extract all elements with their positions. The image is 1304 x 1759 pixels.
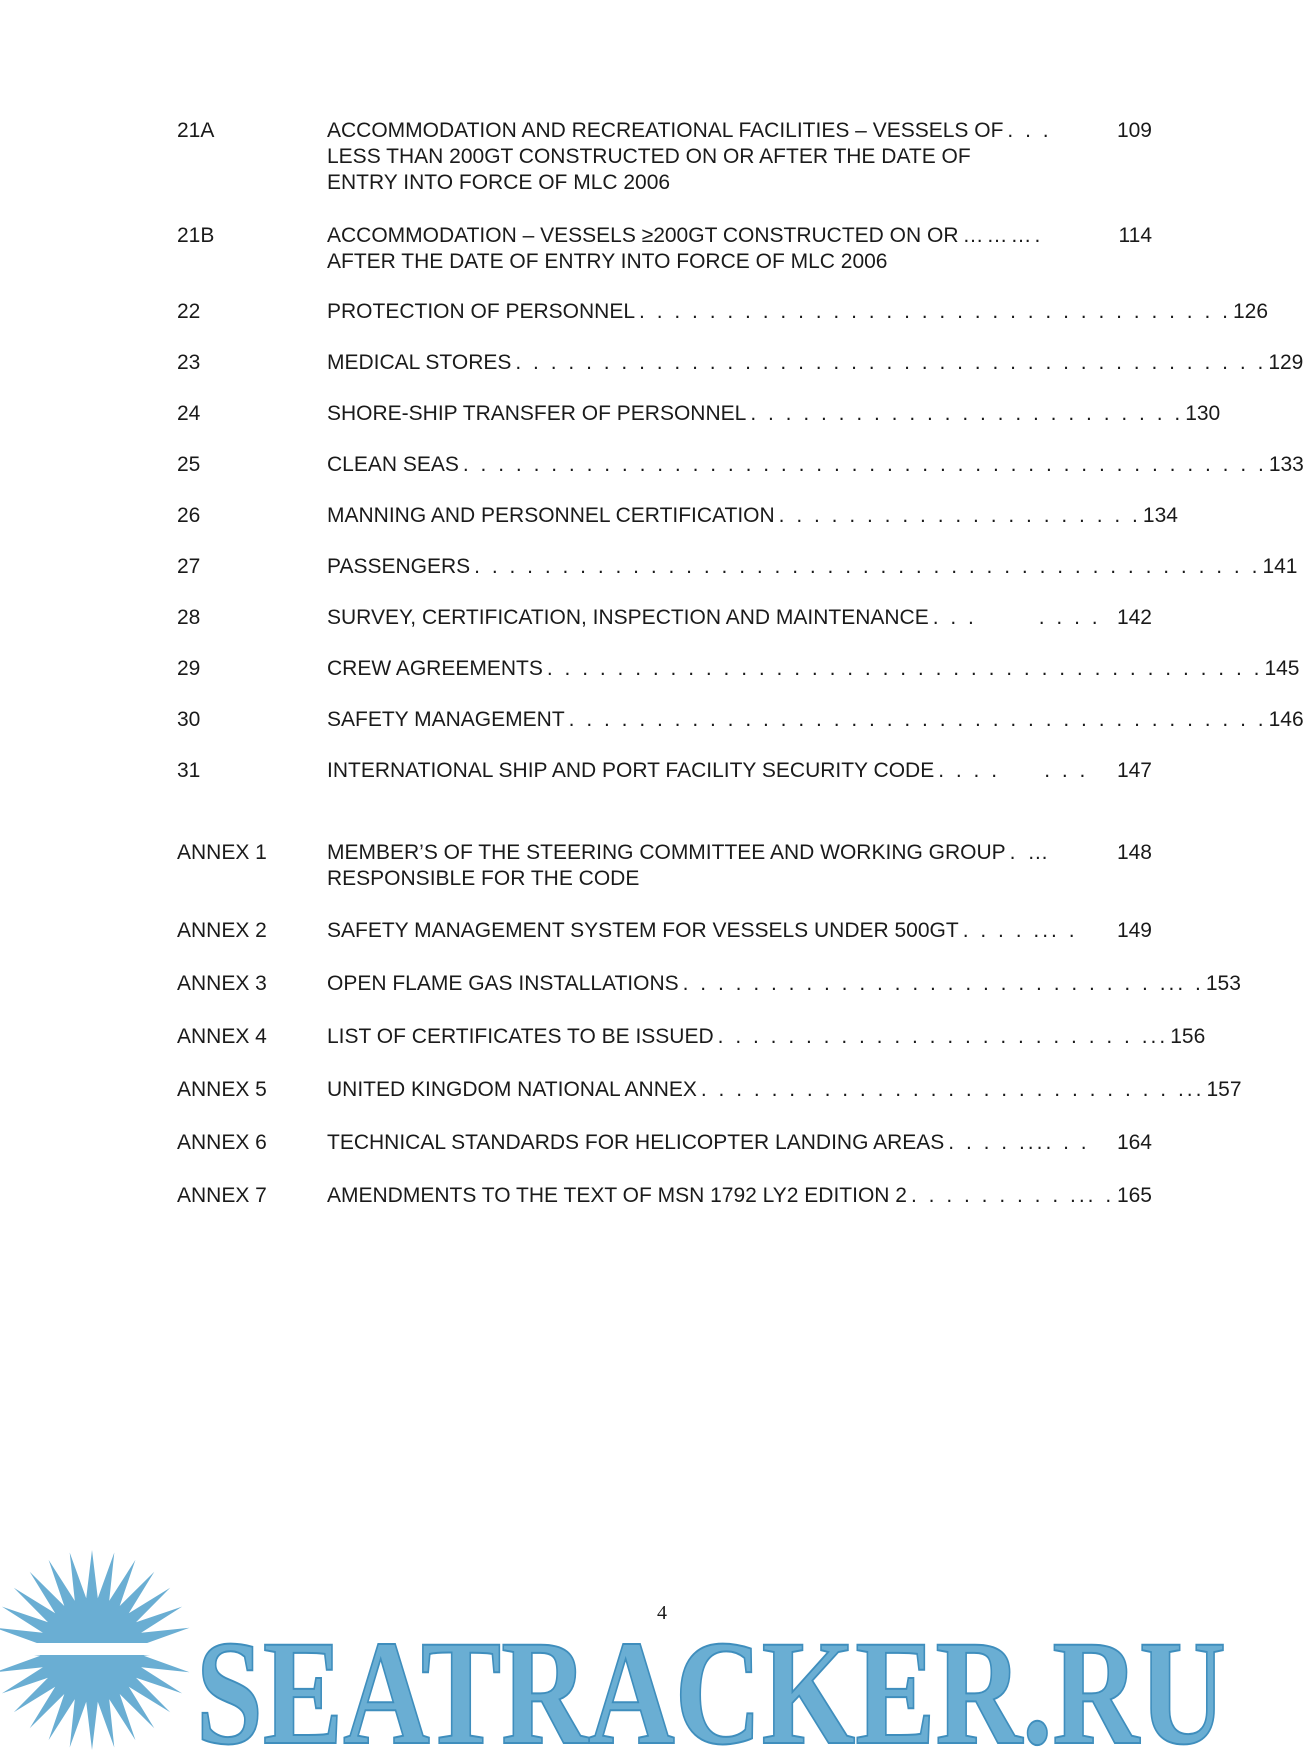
toc-leader-dots: . . . . . . . . . ... .: [910, 1184, 1115, 1207]
toc-entry-number: ANNEX 5: [177, 1078, 267, 1101]
toc-entry-number: 30: [177, 708, 201, 731]
toc-entry-number: ANNEX 4: [177, 1025, 267, 1048]
toc-entry[interactable]: [177, 656, 1300, 682]
toc-entry[interactable]: [177, 1130, 1152, 1156]
toc-entry-page: 165: [1116, 1184, 1152, 1207]
toc-entry-page: 164: [1116, 1131, 1152, 1154]
toc-entry-page: 157: [1206, 1078, 1242, 1101]
toc-leader-dots: . . .: [1007, 119, 1052, 142]
toc-entry-title: CREW AGREEMENTS: [327, 657, 543, 680]
toc-entry-number: ANNEX 6: [177, 1131, 267, 1154]
toc-leader-dots: . . . . .... . .: [948, 1131, 1090, 1154]
toc-entry-number: 29: [177, 657, 201, 680]
toc-entry-number: 24: [177, 402, 201, 425]
toc-entry[interactable]: [177, 1183, 1152, 1209]
toc-entry-title: AMENDMENTS TO THE TEXT OF MSN 1792 LY2 EDITION 2: [327, 1184, 907, 1207]
toc-leader-dots: . . . . . . . . . . . . . . . . . . . . . . . . . . . . . . . . . . . . . . . . . . . . . .: [462, 453, 1267, 476]
toc-entry[interactable]: [177, 118, 1152, 196]
toc-entry-number: 23: [177, 351, 201, 374]
toc-entry-number: 25: [177, 453, 201, 476]
toc-entry-page: 133: [1268, 453, 1304, 476]
toc-entry-title: PROTECTION OF PERSONNEL: [327, 300, 636, 323]
toc-entry-title: SAFETY MANAGEMENT SYSTEM FOR VESSELS UNDER 500GT: [327, 919, 959, 942]
toc-entry-page: 126: [1232, 300, 1269, 323]
toc-entry-number: ANNEX 3: [177, 972, 267, 995]
toc-entry-title: MANNING AND PERSONNEL CERTIFICATION: [327, 504, 775, 527]
toc-entry-number: 31: [177, 759, 201, 782]
toc-entry-page: 114: [1118, 224, 1152, 247]
toc-leader-dots: . . . . . . . . . . . . . . . . . . . . . . . . . . . ...: [700, 1078, 1205, 1101]
toc-leader-dots: . . . . . . . . . . . . . . . . . . . . . . . . . . . . . . . . . . . . . . . .: [568, 708, 1267, 731]
toc-entry-title-continued: ENTRY INTO FORCE OF MLC 2006: [327, 171, 671, 194]
toc-entry[interactable]: [177, 554, 1298, 580]
toc-entry[interactable]: [177, 1024, 1206, 1050]
toc-entry-number: 21A: [177, 119, 215, 142]
toc-entry-page: 153: [1205, 972, 1241, 995]
toc-leader-dots: . …: [1009, 841, 1052, 864]
toc-entry-page: 142: [1116, 606, 1152, 629]
toc-entry[interactable]: [177, 918, 1152, 944]
toc-entry[interactable]: [177, 350, 1304, 376]
table-of-contents: [177, 118, 1304, 1236]
toc-entry-page: 130: [1185, 402, 1221, 425]
toc-entry[interactable]: [177, 223, 1152, 275]
toc-entry-title-continued: RESPONSIBLE FOR THE CODE: [327, 867, 640, 890]
toc-leader-dots: . . . . ... .: [962, 919, 1078, 942]
toc-entry-title: SURVEY, CERTIFICATION, INSPECTION AND MAINTENANCE: [327, 606, 929, 629]
toc-entry-number: ANNEX 1: [177, 841, 267, 864]
toc-leader-dots: . . . . . . . . . . . . . . . . . . . . . . . . ...: [717, 1025, 1169, 1048]
toc-entry[interactable]: [177, 503, 1178, 529]
toc-entry-page: 156: [1170, 1025, 1206, 1048]
toc-entry-title: PASSENGERS: [327, 555, 471, 578]
page-number: 4: [657, 1602, 667, 1624]
toc-entry-number: 27: [177, 555, 201, 578]
toc-entry-title: SAFETY MANAGEMENT: [327, 708, 565, 731]
toc-entry-title-continued: AFTER THE DATE OF ENTRY INTO FORCE OF MLC 2006: [327, 250, 888, 273]
toc-entry-page: 109: [1116, 119, 1152, 142]
toc-entry-number: 28: [177, 606, 201, 629]
toc-entry[interactable]: [177, 1077, 1242, 1103]
toc-entry-page: 134: [1142, 504, 1178, 527]
toc-entry[interactable]: [177, 299, 1269, 325]
toc-entry-title: OPEN FLAME GAS INSTALLATIONS: [327, 972, 679, 995]
toc-leader-dots: . . . . . . .: [932, 606, 1101, 629]
toc-entry-number: 21B: [177, 224, 215, 247]
toc-leader-dots: . . . . . . . . . . . . . . . . . . . . . . . . .: [750, 402, 1184, 425]
toc-entry-title: MEMBER’S OF THE STEERING COMMITTEE AND WORKING GROUP: [327, 841, 1006, 864]
toc-entry-title-continued: LESS THAN 200GT CONSTRUCTED ON OR AFTER THE DATE OF: [327, 145, 971, 168]
toc-entry[interactable]: [177, 452, 1304, 478]
toc-entry-title: LIST OF CERTIFICATES TO BE ISSUED: [327, 1025, 714, 1048]
toc-entry-title: UNITED KINGDOM NATIONAL ANNEX: [327, 1078, 697, 1101]
toc-leader-dots: . . . . . . . . . . . . . . . . . . . . .: [778, 504, 1141, 527]
toc-entry-page: 146: [1268, 708, 1304, 731]
toc-entry-page: 149: [1116, 919, 1152, 942]
toc-leader-dots: . . . . . . . . . . . . . . . . . . . . . . . . . . . . . . . . . . . . . . . . . . .: [515, 351, 1267, 374]
toc-entry[interactable]: [177, 840, 1152, 892]
toc-leader-dots: . . . . . . . . . . . . . . . . . . . . . . . . . . . . . . . . . . . . . . . . .: [546, 657, 1263, 680]
toc-entry-number: 22: [177, 300, 201, 323]
watermark-logo: [0, 1545, 1239, 1759]
toc-entry-page: 148: [1116, 841, 1152, 864]
toc-entry-title: INTERNATIONAL SHIP AND PORT FACILITY SECURITY CODE: [327, 759, 935, 782]
toc-entry-page: 129: [1268, 351, 1304, 374]
toc-entry-title: ACCOMMODATION AND RECREATIONAL FACILITIES – VESSELS OF: [327, 119, 1004, 142]
toc-entry-page: 147: [1116, 759, 1152, 782]
toc-leader-dots: . . . . . . . . . . . . . . . . . . . . . . . . . . . . . . . . . . . . . . . . . . . . .: [474, 555, 1261, 578]
toc-entry[interactable]: [177, 707, 1304, 733]
toc-entry[interactable]: [177, 758, 1152, 784]
horizon-band: [0, 1643, 200, 1655]
toc-leader-dots: . . . . . . . . . . . . . . . . . . . . . . . . . . . ... .: [682, 972, 1204, 995]
toc-leader-dots: . . . . . . . . . . . . . . . . . . . . . . . . . . . . . . . . . .: [639, 300, 1231, 323]
toc-entry-title: SHORE-SHIP TRANSFER OF PERSONNEL: [327, 402, 747, 425]
toc-entry-title: TECHNICAL STANDARDS FOR HELICOPTER LANDING AREAS: [327, 1131, 945, 1154]
toc-leader-dots: ……….: [962, 224, 1044, 247]
toc-entry-number: ANNEX 2: [177, 919, 267, 942]
toc-entry-number: ANNEX 7: [177, 1184, 267, 1207]
toc-entry-number: 26: [177, 504, 201, 527]
watermark-text: SEATRACKER.RU: [196, 1610, 1226, 1759]
toc-entry-page: 145: [1264, 657, 1300, 680]
toc-entry[interactable]: [177, 401, 1221, 427]
toc-entry-page: 141: [1262, 555, 1298, 578]
toc-entry-title: CLEAN SEAS: [327, 453, 459, 476]
sun-icon: [0, 1545, 1239, 1759]
toc-entry[interactable]: [177, 971, 1241, 997]
toc-entry-title: ACCOMMODATION – VESSELS ≥200GT CONSTRUCTED ON OR: [327, 224, 959, 247]
toc-entry[interactable]: [177, 605, 1152, 631]
toc-leader-dots: . . . . . . .: [938, 759, 1089, 782]
toc-entry-title: MEDICAL STORES: [327, 351, 512, 374]
